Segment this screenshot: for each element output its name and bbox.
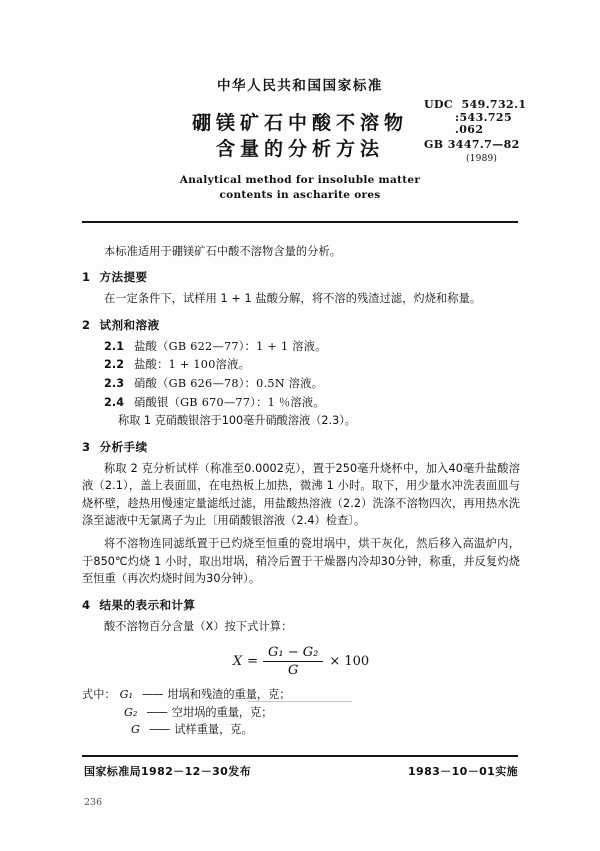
issue-date: 国家标准局1982－12－30发布: [84, 765, 252, 778]
section-1-body: 在一定条件下，试样用 1 + 1 盐酸分解，将不溶的残渣过滤，灼烧和称量。: [104, 292, 482, 306]
english-subtitle: [0, 173, 600, 203]
effective-date: 1983－10－01实施: [407, 765, 518, 778]
title-line-1: 硼镁矿石中酸不溶物: [191, 112, 408, 134]
legend-symbol: G: [131, 723, 140, 737]
legend-symbol: G₁: [119, 688, 133, 702]
legend-dash: ——: [142, 688, 163, 702]
legend-symbol: G₂: [124, 705, 138, 719]
udc-code-sub-1: :543.725: [455, 110, 513, 124]
section-heading-3: [82, 439, 520, 455]
reagent-text: 盐酸：1 + 100溶液。: [134, 358, 251, 372]
reagent-item: [82, 338, 520, 356]
legend-definition: 坩埚和残渣的重量，克；: [167, 688, 291, 702]
section-heading-4: [82, 597, 520, 613]
formula-lhs: X: [232, 654, 243, 670]
standard-code-block: [424, 99, 592, 166]
legend-dash: ——: [146, 705, 167, 719]
legend-row: [82, 704, 520, 722]
title-line-2: 含量的分析方法: [215, 138, 384, 160]
national-standard-line: 中华人民共和国国家标准: [216, 78, 384, 94]
reagent-number: 2.3: [104, 377, 125, 390]
section-title-1: 方法提要: [99, 270, 148, 285]
section-title-4: 结果的表示和计算: [99, 597, 196, 612]
formula-numerator: G₁ − G₂: [263, 645, 323, 662]
section-separator-rule: [248, 701, 352, 702]
section-title-3: 分析手续: [99, 439, 148, 454]
formula-tail: × 100: [329, 654, 370, 670]
reagent-number: 2.1: [104, 339, 125, 353]
section-heading-2: [82, 317, 520, 333]
reagent-number: 2.2: [104, 358, 125, 372]
section-heading-1: [82, 269, 520, 285]
standard-year: (1989): [466, 154, 498, 164]
udc-code-sub-2: .062: [455, 123, 484, 136]
legend-definition: 空坩埚的重量，克；: [171, 705, 273, 719]
procedure-paragraph-2: 将不溶物连同滤纸置于已灼烧至恒重的瓷坩埚中，烘干灰化，然后移入高温炉内，于850℃灼烧 1 小时，取出坩埚，稍冷后置于干燥器内冷却30分钟，称重，并反复灼烧至恒重（再次灼烧时间为30分钟）。: [82, 537, 520, 586]
scope-paragraph: 本标准适用于硼镁矿石中酸不溶物含量的分析。: [104, 245, 342, 258]
results-lead-in: 酸不溶物百分含量（X）按下式计算：: [104, 619, 293, 633]
formula-legend: [82, 686, 520, 739]
procedure-paragraph-1: 称取 2 克分析试样（称准至0.0002克），置于250毫升烧杯中，加入40毫升盐酸溶液（2.1），盖上表面皿，在电热板上加热，微沸 1 小时。取下，用少量水冲洗表面皿与烧杯壁，趁热用慢速定量滤纸过滤，用盐酸热溶液（2.2）洗涤不溶物四次，再用热水洗涤至滤液中无氯离子为止〔用硝酸银溶液（2.4）检查〕。: [82, 461, 520, 527]
section-title-2: 试剂和溶液: [99, 317, 160, 332]
formula-equals: =: [247, 654, 258, 670]
calculation-formula: [82, 645, 520, 678]
reagent-item: [82, 375, 520, 393]
standard-number: GB 3447.7—82: [424, 137, 520, 151]
page-number: 236: [84, 797, 103, 808]
section-number-3: 3: [82, 439, 91, 454]
reagent-item: [82, 356, 520, 374]
reagent-number: 2.4: [104, 395, 125, 409]
document-body: [82, 243, 520, 739]
legend-row: [82, 721, 520, 739]
section-number-4: 4: [82, 597, 91, 612]
section-number-1: 1: [82, 270, 91, 285]
udc-code: UDC 549.732.1: [424, 98, 527, 111]
subtitle-line-1: Analytical method for insoluble matter: [179, 174, 421, 186]
reagent-text: 盐酸（GB 622—77）：1 + 1 溶液。: [134, 339, 327, 353]
header-divider: [82, 221, 518, 223]
footer-divider: [82, 755, 518, 757]
section-number-2: 2: [82, 317, 91, 332]
legend-dash: ——: [148, 723, 170, 737]
legend-label: 式中：: [82, 688, 116, 702]
reagent-note: 称取 1 克硝酸银溶于100毫升硝酸溶液（2.3）。: [118, 414, 356, 428]
formula-fraction: [263, 645, 323, 678]
legend-definition: 试样重量，克。: [174, 723, 253, 737]
formula-denominator: G: [287, 663, 299, 679]
reagent-text: 硝酸银（GB 670—77）：1 ％溶液。: [134, 395, 325, 409]
reagent-item: [82, 394, 520, 412]
subtitle-line-2: contents in ascharite ores: [219, 189, 381, 201]
reagent-text: 硝酸（GB 626—78）：0.5N 溶液。: [134, 377, 324, 390]
